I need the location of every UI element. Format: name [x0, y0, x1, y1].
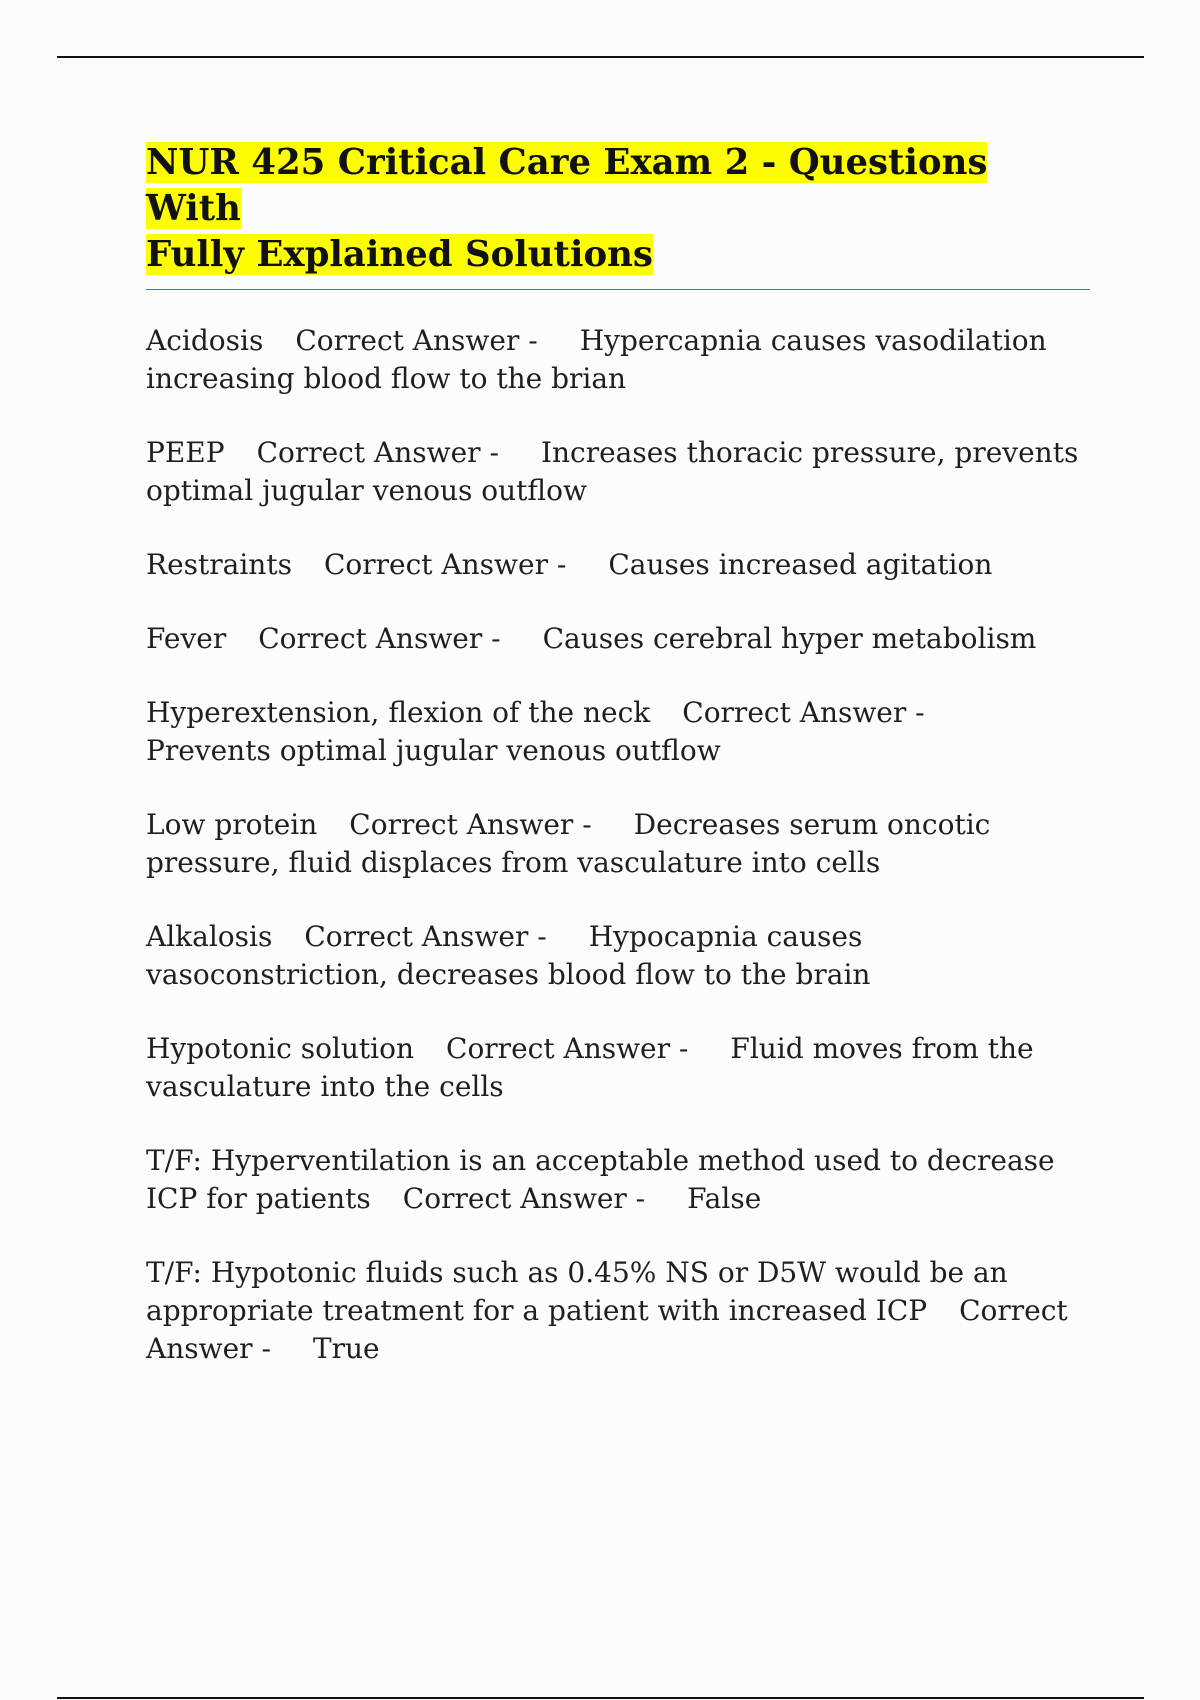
- qa-question: Hyperextension, flexion of the neck: [146, 696, 651, 729]
- qa-item: [146, 694, 1090, 770]
- qa-answer-label: Correct Answer -: [446, 1032, 689, 1065]
- qa-answer-label: Correct Answer -: [323, 548, 567, 581]
- qa-answer: Causes cerebral hyper metabolism: [542, 622, 1037, 655]
- qa-question: Fever: [146, 622, 227, 655]
- qa-answer: True: [312, 1332, 380, 1365]
- qa-item: [146, 918, 1090, 994]
- qa-answer-label: Correct Answer -: [402, 1182, 646, 1215]
- qa-item: [146, 1142, 1090, 1218]
- page-top-rule: [57, 56, 1144, 58]
- qa-answer-label: Correct Answer -: [256, 436, 499, 469]
- qa-question: Hypotonic solution: [146, 1032, 415, 1065]
- qa-answer-label: Correct Answer -: [295, 324, 538, 357]
- qa-answer-label: Correct Answer -: [258, 622, 501, 655]
- qa-answer: Decreases serum oncotic pressure, fluid displaces from vasculature into cells: [146, 808, 991, 879]
- qa-answer-label: Correct Answer -: [682, 696, 925, 729]
- qa-question: Low protein: [146, 808, 318, 841]
- qa-answer-label: Correct Answer -: [349, 808, 592, 841]
- qa-question: Alkalosis: [146, 920, 273, 953]
- title-line-2: Fully Explained Solutions: [146, 234, 653, 275]
- qa-answer: Increases thoracic pressure, prevents optimal jugular venous outflow: [146, 436, 1079, 507]
- document-title: [146, 140, 1090, 278]
- qa-answer: Prevents optimal jugular venous outflow: [146, 734, 721, 767]
- qa-item: [146, 1030, 1090, 1106]
- qa-question: PEEP: [146, 436, 225, 469]
- qa-answer: Fluid moves from the vasculature into the cells: [146, 1032, 1034, 1103]
- qa-answer: Causes increased agitation: [608, 548, 993, 581]
- qa-item: [146, 1254, 1090, 1368]
- qa-item: [146, 806, 1090, 882]
- qa-list: [146, 322, 1090, 1368]
- qa-item: [146, 434, 1090, 510]
- qa-answer-label: Correct Answer -: [146, 1294, 1068, 1365]
- title-line-1: NUR 425 Critical Care Exam 2 - Questions With: [146, 142, 988, 229]
- qa-answer: False: [687, 1182, 762, 1215]
- qa-item: [146, 546, 1090, 584]
- qa-answer: Hypercapnia causes vasodilation increasing blood flow to the brian: [146, 324, 1047, 395]
- qa-item: [146, 322, 1090, 398]
- qa-question: Acidosis: [146, 324, 264, 357]
- document-content: [146, 140, 1090, 1396]
- page-bottom-rule: [57, 1697, 1144, 1699]
- qa-question: T/F: Hypotonic fluids such as 0.45% NS or D5W would be an appropriate treatment for a patient with increased ICP: [146, 1256, 1008, 1327]
- qa-answer-label: Correct Answer -: [304, 920, 547, 953]
- qa-question: Restraints: [146, 548, 292, 581]
- qa-item: [146, 620, 1090, 658]
- qa-answer: Hypocapnia causes vasoconstriction, decreases blood flow to the brain: [146, 920, 871, 991]
- title-underline: [146, 289, 1090, 290]
- qa-question: T/F: Hyperventilation is an acceptable method used to decrease ICP for patients: [146, 1144, 1055, 1215]
